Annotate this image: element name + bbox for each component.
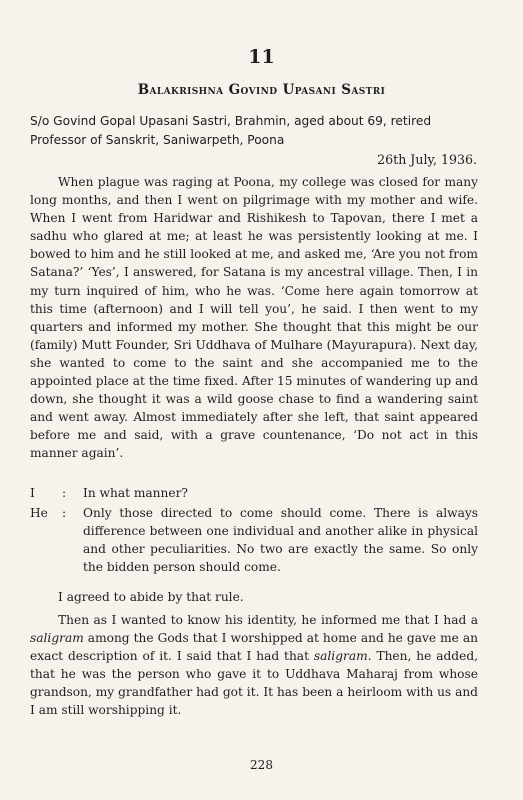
saligram-term: saligram bbox=[30, 631, 84, 646]
dialogue-text: Only those directed to come should come. There is always difference between one individual and another alike in physical and other peculiarities. No two are exactly the same. So only the bidden person should come. bbox=[83, 506, 478, 575]
paragraph-text: Then as I wanted to know his identity, he informed me that I had a bbox=[58, 613, 478, 627]
body-paragraph-1: When plague was raging at Poona, my college was closed for many long months, and then I went on pilgrimage with my mother and wife. When I went from Haridwar and Rishikesh to Tapovan, there I met a sadhu who glared at me; at least he was persistently looking at me. I bowed to him and he still looked at me, and asked me, ‘Are you not from Satana?’ ‘Yes’, I answered, for Satana is my ancestral village. Then, I in my turn inquired of him, who he was. ‘Come here again tomorrow at this time (afternoon) and I will tell you’, he said. I then went to my quarters and informed my mother. She thought that this might be our (family) Mutt Founder, Sri Uddhava of Mulhare (Mayurapura). Next day, she wanted to come to the saint and she accompanied me to the appointed place at the time fixed. After 15 minutes of wandering up and down, she thought it was a wild goose chase to find a wandering saint and went away. Almost immediately after she left, that saint appeared before me and said, with a grave countenance, ‘Do not act in this manner again’. bbox=[30, 175, 478, 461]
dialogue-speaker: He bbox=[30, 506, 48, 520]
dialogue-speaker: I bbox=[30, 486, 35, 500]
chapter-number: 11 bbox=[248, 46, 275, 68]
paragraph-text: Then, he added, that he was the person who gave it to Uddhava Maharaj from whose grandson, my grandfather had got it. It has been a heirloom with us and I am still worshipping it. bbox=[30, 649, 478, 718]
witness-description: S/o Govind Gopal Upasani Sastri, Brahmin, aged about 69, retired Professor of Sanskrit, Saniwarpeth, Poona bbox=[30, 114, 432, 147]
dialogue-colon: : bbox=[62, 486, 67, 500]
dialogue-colon: : bbox=[62, 506, 67, 520]
body-paragraph-2 bbox=[30, 611, 478, 720]
paragraph-text: among the Gods that I worshipped at home and he gave me an exact description of it. I said that I had that bbox=[30, 631, 478, 664]
statement-date: 26th July, 1936. bbox=[377, 152, 477, 167]
chapter-title: Balakrishna Govind Upasani Sastri bbox=[137, 82, 386, 98]
dialogue-text: In what manner? bbox=[83, 486, 188, 500]
page-number: 228 bbox=[250, 758, 273, 772]
agreement-line: I agreed to abide by that rule. bbox=[58, 590, 244, 604]
saligram-term: saligram. bbox=[313, 649, 372, 664]
